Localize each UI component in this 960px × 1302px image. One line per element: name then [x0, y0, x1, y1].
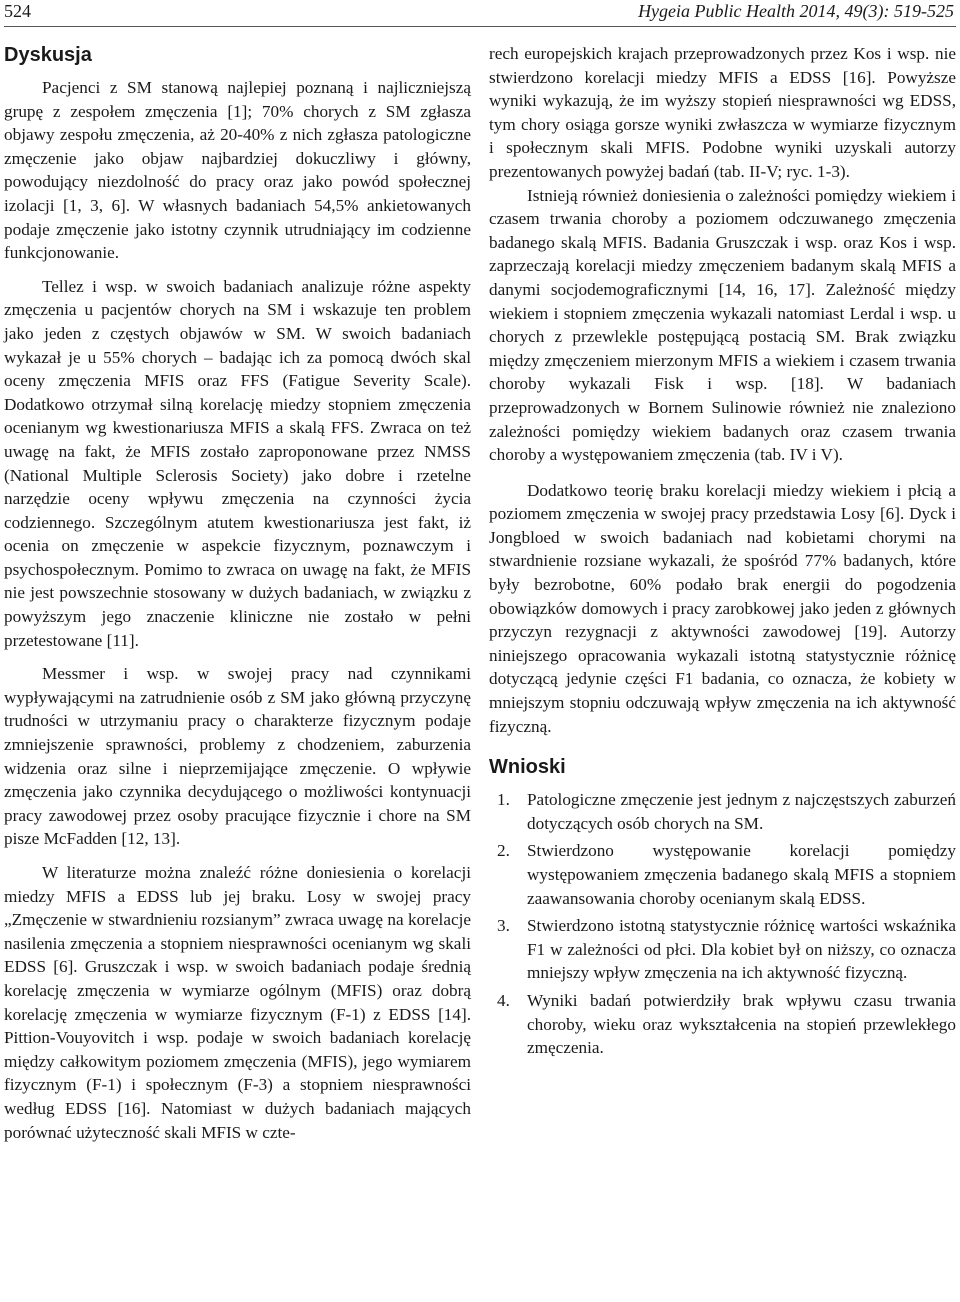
conclusion-text: Stwierdzono występowanie korelacji pomiędzy występowaniem zmęczenia badanego skalą MFIS a stopniem zaawansowania choroby ocenianym skalą EDSS.: [527, 841, 956, 908]
conclusion-number: 1.: [497, 790, 510, 810]
conclusion-text: Stwierdzono istotną statystycznie różnicę wartości wskaźnika F1 w zależności od płci. Dla kobiet był on niższy, co oznacza mniejszy wpływ zmęczenia na ich aktywność fizyczną.: [527, 916, 956, 983]
conclusion-text: Patologiczne zmęczenie jest jednym z najczęstszych zaburzeń dotyczących osób chorych na SM.: [527, 790, 956, 833]
section-heading-conclusions: Wnioski: [489, 756, 566, 779]
paragraph: Istnieją również doniesienia o zależności pomiędzy wiekiem i czasem trwania choroby a poziomem odczuwanego zmęczenia badanego skalą MFIS. Badania Gruszczak i wsp. oraz Kos i wsp. zaprzeczają korelacji miedzy zmęczeniem badanym skalą MFIS a danymi socjodemograficznymi [14, 16, 17]. Zależność między wiekiem i stopniem zmęczenia wykazali natomiast Lerdal i wsp. u chorych z przewlekle postępującą postacią SM. Brak związku między zmęczeniem mierzonym MFIS a wiekiem i czasem trwania choroby wykazali Fisk i wsp. [18]. W badaniach przeprowadzonych w Bornem Sulinowie również nie znaleziono zależności pomiędzy wiekiem badanych oraz czasem trwania choroby a występowaniem zmęczenia (tab. IV i V).: [489, 185, 956, 465]
journal-citation: Hygeia Public Health 2014, 49(3): 519-525: [638, 1, 954, 21]
paragraph: Tellez i wsp. w swoich badaniach analizuje różne aspekty zmęczenia u pacjentów chorych na SM i wskazuje ten problem jako jeden z częstych objawów w SM. W swoich badaniach wykazał je u 55% chorych – badając ich za pomocą dwóch skal oceny zmęczenia MFIS oraz FFS (Fatigue Severity Scale). Dodatkowo otrzymał silną korelację miedzy stopniem zmęczenia ocenianym wg kwestionariusza MFIS a skalą FFS. Zwraca on też uwagę na fakt, że MFIS zostało zaproponowane przez NMSS (National Multiple Sclerosis Society) jako dobre i rzetelne narzędzie oceny wpływu zmęczenia na czynności życia codziennego. Szczególnym atutem kwestionariusza jest fakt, iż ocenia on zmęczenie w aspekcie fizycznym, poznawczym i psychospołecznym. Pomimo to zwraca on uwagę na fakt, że MFIS nie jest powszechnie stosowany w dużych badaniach, w związku z powyższym jego znaczenie kliniczne nie zostało w pełni przetestowane [11].: [4, 276, 471, 650]
paragraph: Pacjenci z SM stanową najlepiej poznaną i najliczniejszą grupę z zespołem zmęczenia [1]; 70% chorych z SM zgłasza objawy zespołu zmęczenia, aż 20-40% z nich zgłasza patologiczne zmęczenie jako objaw najbardziej dokuczliwy i główny, powodujący niezdolność do pracy oraz jako powód społecznej izolacji [1, 3, 6]. W własnych badaniach 54,5% ankietowanych podaje zmęczenie jako istotny czynnik utrudniający im codzienne funkcjonowanie.: [4, 78, 471, 263]
conclusion-item: [489, 839, 956, 910]
section-heading-discussion: Dyskusja: [4, 44, 92, 66]
header-rule: [4, 26, 956, 27]
paragraph: Messmer i wsp. w swojej pracy nad czynnikami wypływającymi na zatrudnienie osób z SM jako główną przyczynę trudności w utrzymaniu pracy o charakterze fizycznym podaje zmniejszenie sprawności, problemy z chodzeniem, zaburzenia widzenia oraz silne i nieprzemijające zmęczenie. O wpływie zmęczenia jako czynnika decydującego o możliwości kontynuacji pracy zawodowej przez osoby pracujące fizycznie i chore na SM pisze McFadden [12, 13].: [4, 664, 471, 849]
conclusion-item: [489, 914, 956, 985]
page-header: [0, 0, 960, 22]
paragraph: W literaturze można znaleźć różne doniesienia o korelacji miedzy MFIS a EDSS lub jej braku. Losy w swojej pracy „Zmęczenie w stwardnieniu rozsianym” zwraca uwagę na korelacje nasilenia zmęczenia a stopniem niesprawności ocenianym wg skali EDSS [6]. Gruszczak i wsp. w swoich badaniach podaje średnią korelację zmęczenia w wymiarze ogólnym (MFIS) oraz dobrą korelację zmęczenia w wymiarze fizycznym (F-1) z EDSS [14]. Pittion-Vouyovitch i wsp. podaje w swoich badaniach korelację między całkowitym poziomem zmęczenia (MFIS), jego wymiarem fizycznym (F-1) i społecznym (F-3) a stopniem niesprawności według EDSS [16]. Natomiast w dużych badaniach mających porównać użyteczność skali MFIS w czte-: [4, 863, 471, 1142]
conclusion-item: [489, 788, 956, 835]
paragraph-continued: rech europejskich krajach przeprowadzonych przez Kos i wsp. nie stwierdzono korelacji miedzy MFIS a EDSS [16]. Powyższe wyniki wykazują, że im wyższy stopień niesprawności wg EDSS, tym chory osiąga gorsze wyniki zwłaszcza w wymiarze fizycznym i społecznym skali MFIS. Podobne wyniki uzyskali autorzy prezentowanych powyżej badań (tab. II-V; ryc. 1-3).: [489, 44, 956, 181]
conclusion-number: 3.: [497, 916, 510, 936]
conclusion-number: 4.: [497, 990, 510, 1010]
conclusion-item: [489, 989, 956, 1060]
conclusion-text: Wyniki badań potwierdziły brak wpływu czasu trwania choroby, wieku oraz wykształcenia na stopień przewlekłego zmęczenia.: [527, 990, 956, 1058]
right-column: [489, 42, 956, 1064]
conclusions-list: [489, 788, 956, 1060]
page-number: 524: [4, 1, 31, 21]
left-column: [4, 42, 471, 1144]
conclusion-number: 2.: [497, 841, 510, 861]
paragraph: Dodatkowo teorię braku korelacji miedzy wiekiem i płcią a poziomem zmęczenia w swojej pracy przedstawia Losy [6]. Dyck i Jongbloed w swoich badaniach nad kobietami chorymi na stwardnienie rozsiane wykazali, że spośród 77% badanych, które były bezrobotne, 60% podało brak energii do pogodzenia obowiązków domowych i pracy zarobkowej jako jeden z głównych przyczyn rezygnacji z aktywności zawodowej [19]. Autorzy niniejszego opracowania wykazali istotną statystycznie różnicę dotyczącą jedynie części F1 badania, co oznacza, że kobiety w mniejszym stopniu odczuwają wpływ zmęczenia na ich aktywność fizyczną.: [489, 480, 956, 736]
